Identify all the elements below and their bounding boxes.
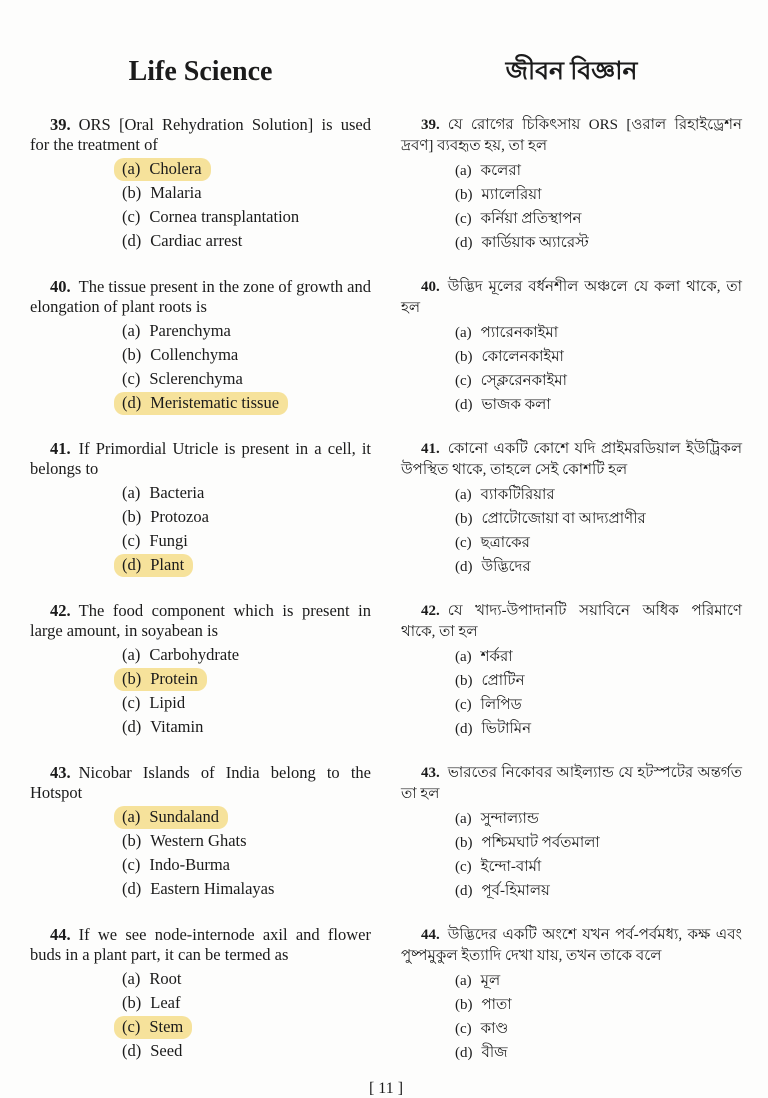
- option-d-bn: [455, 394, 742, 417]
- option-letter: (c): [122, 531, 141, 550]
- option: [447, 232, 598, 255]
- option: [447, 322, 567, 345]
- option-letter: (b): [455, 349, 473, 365]
- option-text: Leaf: [150, 993, 181, 1012]
- option-text: Malaria: [150, 183, 202, 202]
- option: [447, 184, 550, 207]
- answer-highlight: [114, 668, 207, 691]
- option-c-bn: [455, 856, 742, 879]
- question-body: If Primordial Utricle is present in a cell, it belongs to: [30, 439, 371, 478]
- option-letter: (d): [455, 235, 473, 251]
- question-number: 41.: [421, 441, 440, 457]
- question-bn-42: [401, 601, 742, 742]
- option-c-en: [122, 1016, 371, 1039]
- question-body: If we see node-internode axil and flower buds in a plant part, it can be termed as: [30, 925, 371, 964]
- option: [447, 646, 522, 669]
- option-text: ছত্রাকের: [480, 535, 530, 551]
- options-list: [401, 160, 742, 255]
- option-letter: (d): [455, 1045, 473, 1061]
- option: [114, 1040, 191, 1063]
- option-b-en: [122, 668, 371, 691]
- option: [447, 1018, 517, 1041]
- option: [447, 694, 531, 717]
- option-c-en: [122, 854, 371, 877]
- page-number: [ 11 ]: [368, 1080, 404, 1097]
- option-text: উদ্ভিদের: [481, 559, 531, 575]
- option-letter: (c): [122, 369, 141, 388]
- option-letter: (b): [122, 669, 142, 688]
- answer-highlight: [114, 554, 193, 577]
- option-text: Eastern Himalayas: [150, 879, 275, 898]
- answer-highlight: [114, 1016, 192, 1039]
- question-body: উদ্ভিদের একটি অংশে যখন পর্ব-পর্বমধ্য, কক্ষ এবং পুষ্পমুকুল ইত্যাদি দেখা যায়, তখন তাকে বলে: [401, 927, 742, 964]
- option-b-en: [122, 506, 371, 529]
- option-a-bn: [455, 484, 742, 507]
- option-letter: (a): [455, 325, 472, 341]
- option-text: সুন্দাল্যান্ড: [480, 811, 539, 827]
- option-letter: (c): [122, 1017, 141, 1036]
- option-a-en: [122, 968, 371, 991]
- options-list: [30, 644, 371, 739]
- option-a-en: [122, 806, 371, 829]
- option-text: Sundaland: [149, 807, 219, 826]
- option: [447, 880, 559, 903]
- option-text: Sclerenchyma: [149, 369, 243, 388]
- option-letter: (d): [122, 555, 142, 574]
- option-letter: (a): [122, 807, 141, 826]
- option-c-bn: [455, 1018, 742, 1041]
- option-letter: (d): [122, 231, 142, 250]
- option-letter: (c): [122, 855, 141, 874]
- option-text: কার্ডিয়াক অ্যারেস্ট: [481, 235, 589, 251]
- option-b-en: [122, 992, 371, 1015]
- question-number: 41.: [50, 439, 71, 458]
- question-text: [401, 925, 742, 967]
- option-letter: (d): [122, 393, 142, 412]
- question-text: [30, 763, 371, 803]
- question-bn-43: [401, 763, 742, 904]
- option-a-en: [122, 644, 371, 667]
- option-a-bn: [455, 160, 742, 183]
- option-a-en: [122, 158, 371, 181]
- option-letter: (a): [122, 645, 141, 664]
- option-letter: (a): [122, 969, 141, 988]
- option-letter: (b): [455, 835, 473, 851]
- option-d-bn: [455, 232, 742, 255]
- option: [114, 992, 189, 1015]
- options-list: [401, 970, 742, 1065]
- option-d-en: [122, 230, 371, 253]
- option-b-bn: [455, 508, 742, 531]
- option-b-en: [122, 182, 371, 205]
- option-letter: (b): [455, 673, 473, 689]
- question-number: 44.: [421, 927, 440, 943]
- option-b-bn: [455, 994, 742, 1017]
- option-d-bn: [455, 556, 742, 579]
- question-number: 42.: [50, 601, 71, 620]
- option-text: ভিটামিন: [481, 721, 532, 737]
- option-letter: (a): [122, 159, 141, 178]
- questions-grid: [30, 56, 742, 1066]
- option-text: ইন্দো-বার্মা: [480, 859, 542, 875]
- option: [114, 230, 251, 253]
- option-text: Indo-Burma: [149, 855, 230, 874]
- option-text: কর্নিয়া প্রতিস্থাপন: [480, 211, 582, 227]
- option-letter: (b): [122, 183, 142, 202]
- option: [447, 856, 550, 879]
- option-b-bn: [455, 832, 742, 855]
- option: [447, 1042, 517, 1065]
- option: [447, 394, 560, 417]
- option-a-bn: [455, 322, 742, 345]
- question-text: [30, 925, 371, 965]
- option-letter: (c): [122, 207, 141, 226]
- option-c-bn: [455, 532, 742, 555]
- option-letter: (a): [455, 973, 472, 989]
- option-letter: (d): [122, 1041, 142, 1060]
- option-letter: (d): [122, 879, 142, 898]
- question-body: The food component which is present in large amount, in soyabean is: [30, 601, 371, 640]
- option: [114, 830, 256, 853]
- options-list: [30, 320, 371, 415]
- question-body: The tissue present in the zone of growth and elongation of plant roots is: [30, 277, 371, 316]
- option-letter: (d): [455, 397, 473, 413]
- question-en-40: [30, 277, 371, 416]
- option-b-bn: [455, 670, 742, 693]
- option-text: মূল: [480, 973, 501, 989]
- option-text: বীজ: [481, 1045, 508, 1061]
- question-body: ORS [Oral Rehydration Solution] is used for the treatment of: [30, 115, 371, 154]
- question-text: [30, 115, 371, 155]
- option-c-bn: [455, 694, 742, 717]
- answer-highlight: [114, 392, 288, 415]
- option-letter: (c): [455, 859, 472, 875]
- option-text: Carbohydrate: [149, 645, 240, 664]
- option-d-bn: [455, 718, 742, 741]
- option-letter: (c): [455, 697, 472, 713]
- option-c-en: [122, 368, 371, 391]
- option: [114, 482, 213, 505]
- question-en-43: [30, 763, 371, 902]
- option-c-bn: [455, 370, 742, 393]
- options-list: [401, 484, 742, 579]
- option-b-bn: [455, 346, 742, 369]
- option-c-bn: [455, 208, 742, 231]
- option-text: Root: [149, 969, 182, 988]
- question-body: কোনো একটি কোশে যদি প্রাইমরডিয়াল ইউট্রিকল উপস্থিত থাকে, তাহলে সেই কোশটি হল: [401, 441, 742, 478]
- question-bn-44: [401, 925, 742, 1066]
- option-text: Collenchyma: [150, 345, 239, 364]
- option-text: পূর্ব-হিমালয়: [481, 883, 550, 899]
- option-c-en: [122, 530, 371, 553]
- option-letter: (c): [455, 211, 472, 227]
- option: [447, 160, 530, 183]
- option-letter: (a): [455, 163, 472, 179]
- option: [114, 182, 211, 205]
- option: [114, 506, 218, 529]
- option-text: Western Ghats: [150, 831, 247, 850]
- option-text: ম্যালেরিয়া: [481, 187, 542, 203]
- option-text: Bacteria: [149, 483, 205, 502]
- option: [114, 644, 248, 667]
- option-letter: (b): [455, 187, 473, 203]
- option: [114, 320, 240, 343]
- option-letter: (c): [455, 373, 472, 389]
- option-text: Protein: [150, 669, 198, 688]
- option-letter: (a): [455, 649, 472, 665]
- option: [447, 718, 540, 741]
- option: [114, 530, 197, 553]
- question-number: 40.: [50, 277, 71, 296]
- option-text: Parenchyma: [149, 321, 231, 340]
- option-b-en: [122, 830, 371, 853]
- option: [114, 206, 308, 229]
- option-text: Lipid: [149, 693, 186, 712]
- option: [447, 532, 539, 555]
- option: [114, 716, 212, 739]
- option-text: Fungi: [149, 531, 188, 550]
- option-a-bn: [455, 646, 742, 669]
- option: [114, 968, 190, 991]
- option-text: কাণ্ড: [480, 1021, 509, 1037]
- option-text: Meristematic tissue: [150, 393, 280, 412]
- question-number: 40.: [421, 279, 440, 295]
- option-letter: (c): [122, 693, 141, 712]
- options-list: [401, 646, 742, 741]
- option-letter: (b): [122, 831, 142, 850]
- option: [114, 344, 247, 367]
- option-text: ব্যাকটিরিয়ার: [480, 487, 555, 503]
- question-text: [401, 115, 742, 157]
- option-a-bn: [455, 808, 742, 831]
- option-letter: (d): [122, 717, 142, 736]
- answer-highlight: [114, 806, 228, 829]
- option-a-en: [122, 320, 371, 343]
- question-body: ভারতের নিকোবর আইল্যান্ড যে হটস্পটের অন্তর্গত তা হল: [401, 765, 742, 802]
- question-text: [401, 601, 742, 643]
- option-text: Cholera: [149, 159, 202, 178]
- option-text: Vitamin: [150, 717, 204, 736]
- option-letter: (b): [455, 511, 473, 527]
- option-text: শর্করা: [480, 649, 513, 665]
- option-d-en: [122, 554, 371, 577]
- option-letter: (d): [455, 883, 473, 899]
- options-list: [30, 806, 371, 901]
- option: [447, 556, 540, 579]
- option: [447, 808, 548, 831]
- question-text: [30, 277, 371, 317]
- option: [447, 208, 591, 231]
- option-text: কোলেনকাইমা: [481, 349, 564, 365]
- option-c-en: [122, 692, 371, 715]
- question-en-39: [30, 115, 371, 254]
- option-letter: (c): [455, 535, 472, 551]
- option-letter: (a): [122, 321, 141, 340]
- answer-highlight: [114, 158, 211, 181]
- option-letter: (a): [455, 811, 472, 827]
- option-c-en: [122, 206, 371, 229]
- option-text: পশ্চিমঘাট পর্বতমালা: [481, 835, 600, 851]
- option-b-bn: [455, 184, 742, 207]
- option-a-en: [122, 482, 371, 505]
- option-letter: (d): [455, 721, 473, 737]
- question-text: [30, 601, 371, 641]
- option-d-en: [122, 392, 371, 415]
- option-d-en: [122, 716, 371, 739]
- option-letter: (b): [122, 507, 142, 526]
- options-list: [401, 808, 742, 903]
- option: [447, 370, 576, 393]
- option: [447, 994, 521, 1017]
- option-text: Plant: [150, 555, 185, 574]
- option-text: Stem: [149, 1017, 184, 1036]
- question-body: যে রোগের চিকিৎসায় ORS [ওরাল রিহাইড্রেশন দ্রবণ] ব্যবহৃত হয়, তা হল: [401, 117, 742, 154]
- option-text: ভাজক কলা: [481, 397, 551, 413]
- option: [447, 508, 655, 531]
- question-text: [401, 763, 742, 805]
- option-text: স্ক্লেরেনকাইমা: [480, 373, 567, 389]
- question-text: [401, 277, 742, 319]
- option: [114, 854, 239, 877]
- question-text: [30, 439, 371, 479]
- options-list: [401, 322, 742, 417]
- option-letter: (a): [455, 487, 472, 503]
- option-text: প্রোটোজোয়া বা আদ্যপ্রাণীর: [481, 511, 646, 527]
- option: [447, 670, 534, 693]
- question-bn-40: [401, 277, 742, 418]
- question-body: উদ্ভিদ মূলের বর্ধনশীল অঞ্চলে যে কলা থাকে, তা হল: [401, 279, 742, 316]
- options-list: [30, 968, 371, 1063]
- question-en-44: [30, 925, 371, 1064]
- option-letter: (b): [122, 993, 142, 1012]
- question-en-41: [30, 439, 371, 578]
- question-number: 39.: [50, 115, 71, 134]
- option-d-en: [122, 878, 371, 901]
- question-number: 39.: [421, 117, 440, 133]
- option-d-en: [122, 1040, 371, 1063]
- option-text: পাতা: [481, 997, 512, 1013]
- option-text: Protozoa: [150, 507, 209, 526]
- question-body: যে খাদ্য-উপাদানটি সয়াবিনে অধিক পরিমাণে থাকে, তা হল: [401, 603, 742, 640]
- option-text: প্যারেনকাইমা: [480, 325, 559, 341]
- option: [114, 692, 194, 715]
- option-text: লিপিড: [480, 697, 522, 713]
- question-number: 43.: [50, 763, 71, 782]
- question-en-42: [30, 601, 371, 740]
- option-letter: (c): [455, 1021, 472, 1037]
- bengali-section-title: জীবন বিজ্ঞান: [505, 58, 638, 85]
- english-section-title: Life Science: [128, 56, 273, 87]
- options-list: [30, 482, 371, 577]
- option-d-bn: [455, 880, 742, 903]
- question-number: 44.: [50, 925, 71, 944]
- option: [447, 346, 573, 369]
- question-body: Nicobar Islands of India belong to the Hotspot: [30, 763, 371, 802]
- option-text: Cornea transplantation: [149, 207, 300, 226]
- question-number: 43.: [421, 765, 440, 781]
- option: [114, 368, 252, 391]
- option-letter: (b): [122, 345, 142, 364]
- options-list: [30, 158, 371, 253]
- option-text: প্রোটিন: [481, 673, 525, 689]
- question-number: 42.: [421, 603, 440, 619]
- question-bn-41: [401, 439, 742, 580]
- option: [447, 832, 609, 855]
- option-text: Seed: [150, 1041, 183, 1060]
- question-text: [401, 439, 742, 481]
- option-letter: (a): [122, 483, 141, 502]
- option: [114, 878, 283, 901]
- option-text: Cardiac arrest: [150, 231, 243, 250]
- option: [447, 484, 564, 507]
- option-letter: (b): [455, 997, 473, 1013]
- option-letter: (d): [455, 559, 473, 575]
- option-d-bn: [455, 1042, 742, 1065]
- option-text: কলেরা: [480, 163, 521, 179]
- option-b-en: [122, 344, 371, 367]
- question-bn-39: [401, 115, 742, 256]
